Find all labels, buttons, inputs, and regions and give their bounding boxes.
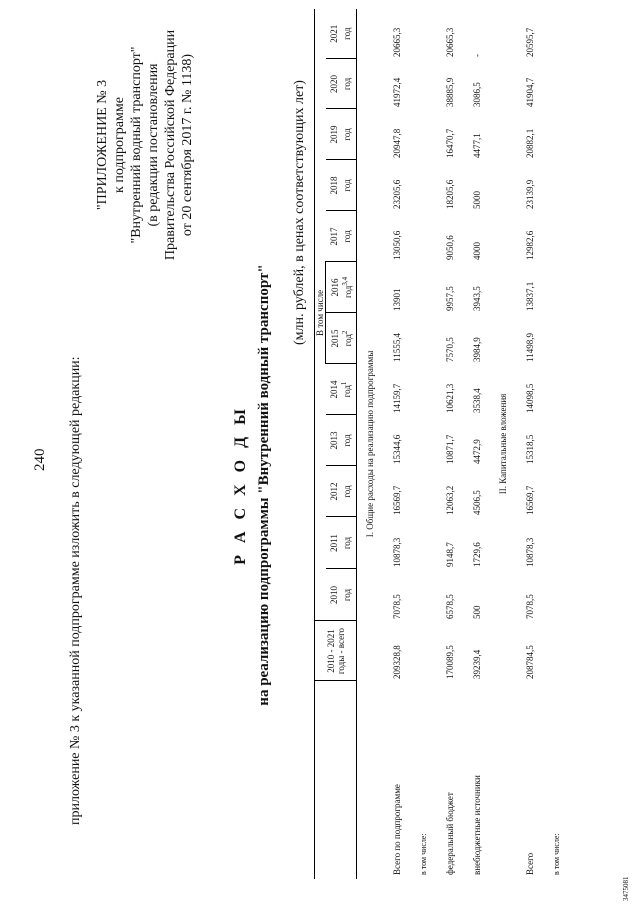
cell-value: 1729,6 [471,542,482,567]
table-row [383,9,410,879]
cell-value: 10878,3 [524,537,535,567]
table-row [436,9,463,879]
appendix-line: "ПРИЛОЖЕНИЕ № 3 [95,79,110,211]
cell-value: 6578,5 [444,594,455,619]
cell-value: 3538,4 [471,388,482,413]
cell-value: 11498,9 [524,333,535,362]
year-suffix [339,469,352,515]
cell-value: 170089,5 [444,645,455,679]
year-word: год [342,128,353,141]
row-label: внебюджетные источники [471,775,482,875]
cell-value: 13837,1 [524,281,535,311]
year-header [326,262,357,313]
cell-value: 500 [471,605,482,619]
year-value: 2010 [329,586,340,604]
year-suffix [339,61,352,106]
year-footnote-mark: 3,4 [340,276,349,286]
year-footnote-mark: 2 [340,330,349,335]
section-row [357,9,384,879]
appendix-line: от 20 сентября 2017 г. № 1138) [180,53,195,237]
header-total: 2010 - 2021 годы - всего [315,621,357,681]
appendix-line: (в редакции постановления [146,63,161,227]
year-value: 2018 [329,176,340,195]
year-word: год [342,536,353,550]
expenses-table [314,9,569,879]
row-label: Всего [524,852,535,875]
cell-value: 7078,5 [391,594,402,619]
table-body [357,9,570,879]
year-value: 2020 [329,74,340,93]
year-header [326,313,357,364]
year-footnote-mark: 1 [340,381,349,386]
cell-value: 4477,1 [471,133,482,158]
year-value: 2014 [329,380,340,399]
intro-text: приложение № 3 к указанной подпрограмме изложить в следующей редакции: [68,356,83,825]
year-word: год [342,230,353,243]
header-group: В том числе [315,262,326,364]
year-value: 2019 [329,125,340,144]
header-spacer [315,9,326,262]
year-word: год [342,385,353,398]
cell-value: 20882,1 [524,128,535,158]
year-header [326,9,357,59]
year-header [326,109,357,160]
cell-value: 20595,7 [524,27,535,57]
header-stub [315,681,357,879]
year-header [326,517,357,569]
year-header [326,211,357,262]
cell-value: 10621,3 [444,383,455,413]
year-value: 2012 [329,482,340,501]
cell-value: 20665,3 [444,27,455,57]
table-row [543,9,569,879]
year-header [326,569,357,621]
document-subtitle: на реализацию подпрограммы "Внутренний водный транспорт" [256,264,272,706]
cell-value: 9957,5 [444,286,455,311]
row-label: федеральный бюджет [444,792,455,875]
cell-value: 11555,4 [391,333,402,362]
document-title: Р А С Х О Д Ы [232,405,249,565]
cell-value: 13050,6 [391,230,402,260]
year-suffix [339,162,352,208]
cell-value: 41972,4 [391,77,402,107]
year-suffix [339,11,352,57]
year-suffix [339,213,352,259]
cell-value: - [471,53,482,57]
year-header [326,160,357,211]
appendix-line: "Внутренний водный транспорт" [129,46,144,244]
cell-value: 4472,9 [471,439,482,464]
page-number: 240 [32,448,48,471]
cell-value: 4506,5 [471,490,482,515]
year-header [326,466,357,517]
cell-value: 7078,5 [524,594,535,619]
section-title: I. Общие расходы на реализацию подпрограммы [365,350,375,538]
cell-value: 12982,6 [524,230,535,260]
year-suffix [340,315,353,361]
cell-value: 23139,9 [524,179,535,209]
cell-value: 10878,3 [391,537,402,567]
cell-value: 208784,5 [524,645,535,679]
cell-value: 16470,7 [444,128,455,158]
year-suffix [340,264,353,310]
year-word: год [342,27,353,40]
cell-value: 16569,7 [524,485,535,515]
table-row [463,9,490,879]
cell-value: 9148,7 [444,542,455,567]
year-word: год [342,77,353,91]
row-label: Всего по подпрограмме [391,784,402,875]
year-word: год [342,285,353,298]
year-header [326,415,357,466]
row-label: в том числе: [418,833,428,875]
year-word: год [342,179,353,192]
cell-value: 15344,6 [391,434,402,464]
year-suffix [339,520,352,567]
year-word: год [342,334,353,347]
year-value: 2015 [329,329,340,348]
empty-cells [543,9,569,681]
empty-cells [410,9,436,681]
appendix-block [94,25,196,265]
appendix-line: Правительства Российской Федерации [163,29,178,261]
cell-value: 9050,6 [444,235,455,260]
cell-value: 3984,9 [471,337,482,362]
year-suffix [339,111,352,157]
year-value: 2013 [329,431,340,450]
units-note: (млн. рублей, в ценах соответствующих лет) [292,80,307,345]
cell-value: 14098,5 [524,383,535,413]
section-title: II. Капитальные вложения [498,393,508,495]
year-suffix [339,572,352,619]
cell-value: 23205,6 [391,179,402,209]
cell-value: 14159,7 [391,383,402,413]
section-row [490,9,516,879]
cell-value: 41904,7 [524,77,535,107]
year-value: 2017 [329,227,340,246]
cell-value: 15318,5 [524,434,535,464]
cell-value: 4000 [471,241,482,260]
year-header [326,364,357,415]
header-spacer [315,364,326,621]
cell-value: 12063,2 [444,485,455,515]
year-word: год [342,588,353,602]
year-value: 2021 [329,24,340,43]
cell-value: 3086,5 [471,82,482,107]
row-label: в том числе: [551,833,561,875]
year-header [326,59,357,109]
cell-value: 3943,5 [471,286,482,311]
year-word: год [342,485,353,498]
cell-value: 39239,4 [471,649,482,679]
appendix-line: к подпрограмме [112,97,127,193]
cell-value: 10871,7 [444,434,455,464]
cell-value: 38885,9 [444,77,455,107]
cell-value: 209328,8 [391,645,402,679]
year-suffix [339,418,352,464]
table-header [315,9,357,879]
cell-value: 16569,7 [391,485,402,515]
year-value: 2011 [329,534,340,552]
table-row [516,9,543,879]
cell-value: 18205,6 [444,179,455,209]
footer-code: 3475081 [622,876,630,901]
cell-value: 5000 [471,190,482,209]
year-suffix [339,366,352,412]
year-value: 2016 [329,278,340,297]
cell-value: 20665,3 [391,27,402,57]
cell-value: 13901 [391,288,402,311]
cell-value: 7570,5 [444,337,455,362]
year-word: год [342,434,353,447]
table-row [410,9,436,879]
cell-value: 20947,8 [391,128,402,158]
